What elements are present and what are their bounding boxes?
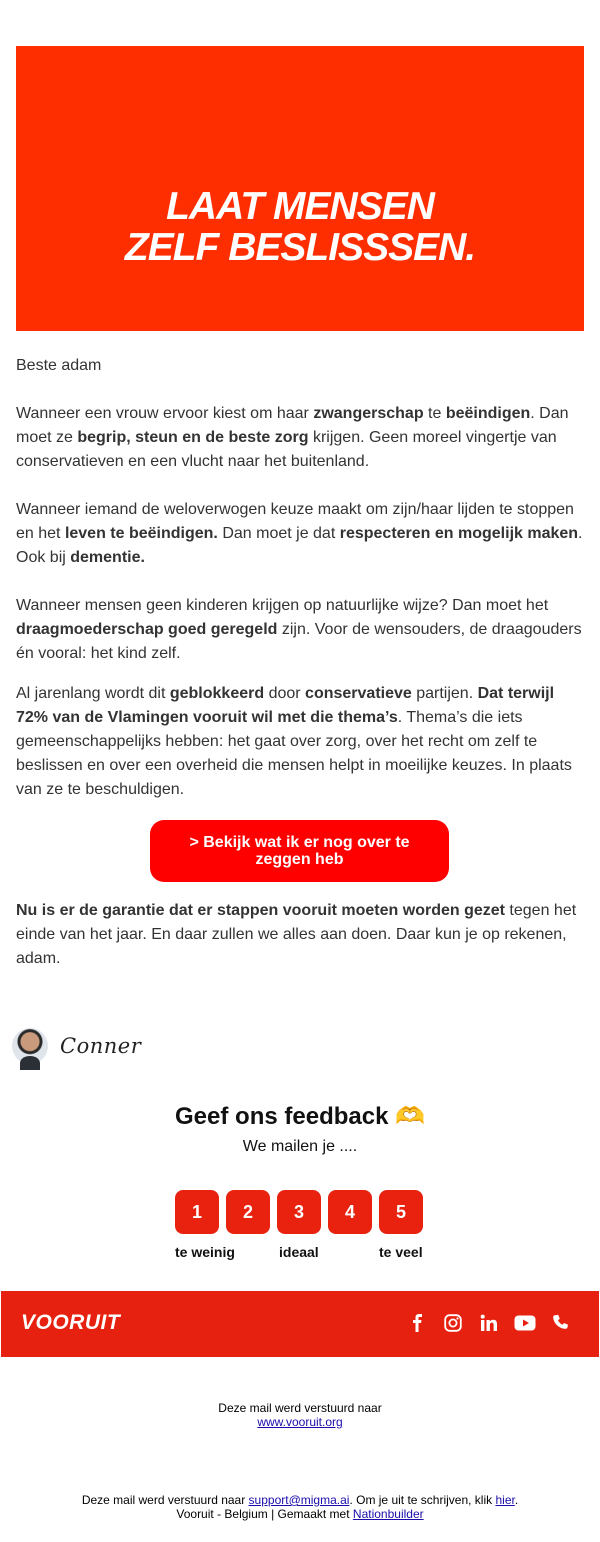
hero-banner (16, 46, 584, 360)
legal-line-2 (0, 1507, 600, 1521)
text: krijgen. Geen moreel vingertje van conservatieven en een vlucht naar het buitenland. (16, 429, 557, 470)
bold-text: dementie. (70, 549, 145, 566)
bold-text: respecteren en mogelijk maken (339, 525, 579, 542)
text: Wanneer mensen geen kinderen krijgen op natuurlijke wijze? Dan moet het (16, 597, 549, 614)
paragraph-abortion (16, 402, 586, 474)
bold-text: geblokkeerd (169, 685, 265, 702)
site-link[interactable]: www.vooruit.org (257, 1415, 343, 1429)
cta-button[interactable]: > Bekijk wat ik er nog over te zeggen heb (150, 820, 449, 882)
rating-button-5[interactable]: 5 (379, 1190, 423, 1234)
text: Dan moet je dat (217, 525, 340, 542)
cta-container (150, 820, 449, 882)
nationbuilder-link[interactable]: Nationbuilder (352, 1507, 424, 1521)
bold-text: conservatieve (305, 685, 412, 702)
text: . (514, 1493, 519, 1507)
rating-button-3[interactable]: 3 (277, 1190, 321, 1234)
rating-scale (175, 1190, 423, 1234)
feedback-subtitle: We mailen je .... (242, 1138, 358, 1155)
instagram-icon[interactable] (443, 1313, 463, 1333)
closing-text (16, 899, 586, 971)
rating-button-2[interactable]: 2 (226, 1190, 270, 1234)
paragraph-euthanasia (16, 498, 586, 570)
text: te (423, 405, 446, 422)
text: partijen. (411, 685, 478, 702)
hero-headline-line2: ZELF BESLISSSEN. (124, 226, 476, 269)
rating-button-4[interactable]: 4 (328, 1190, 372, 1234)
text: Vooruit - Belgium | Gemaakt met (176, 1507, 353, 1521)
scale-label-mid: ideaal (279, 1244, 319, 1260)
greeting: Beste adam (16, 357, 102, 374)
sent-to-label: Deze mail werd verstuurd naar (218, 1401, 382, 1415)
footer-note (0, 1401, 600, 1429)
rating-button-1[interactable]: 1 (175, 1190, 219, 1234)
bold-text: Dat terwijl 72% van de Vlamingen vooruit wil met die thema’s (16, 685, 555, 726)
bold-text: zwangerschap (313, 405, 424, 422)
bold-text: beëindigen (445, 405, 531, 422)
bold-text: draagmoederschap goed geregeld (16, 621, 278, 638)
hero-headline-line1: LAAT MENSEN (166, 185, 434, 228)
legal-line-1 (0, 1493, 600, 1507)
unsubscribe-link[interactable]: hier (495, 1493, 515, 1507)
scale-label-high: te veel (379, 1244, 423, 1260)
text: Al jarenlang wordt dit (16, 685, 170, 702)
email-body (16, 354, 586, 802)
closing-paragraph (16, 899, 586, 971)
text: Wanneer een vrouw ervoor kiest om haar (16, 405, 314, 422)
signature (12, 1028, 141, 1064)
footer-bar (1, 1291, 599, 1357)
phone-icon[interactable] (551, 1313, 571, 1333)
signature-name: Conner (60, 1034, 142, 1058)
feedback-title: Geef ons feedback 🫶 (175, 1103, 425, 1130)
email-link[interactable]: support@migma.ai (248, 1493, 350, 1507)
text: . Ook bij (16, 525, 583, 566)
text: zijn. Voor de wensouders, de draagouders én vooral: het kind zelf. (16, 621, 582, 662)
footer-logo[interactable]: VOORUIT (21, 1311, 121, 1334)
youtube-icon[interactable] (515, 1313, 535, 1333)
text: door (264, 685, 306, 702)
text: tegen het einde van het jaar. En daar zullen we alles aan doen. Daar kun je op rekenen, adam. (16, 902, 577, 967)
text: Deze mail werd verstuurd naar (81, 1493, 249, 1507)
bold-text: leven te beëindigen. (64, 525, 218, 542)
legal-footer (0, 1493, 600, 1521)
bold-text: begrip, steun en de beste zorg (77, 429, 309, 446)
facebook-icon[interactable] (407, 1313, 427, 1333)
text: . Thema’s die iets gemeenschappelijks hebben: het gaat over zorg, over het recht om zelf te beslissen en over een overheid die mensen helpt in moeilijke keuzes. In plaats van ze te beschuldigen. (16, 709, 572, 798)
paragraph-surrogacy (16, 594, 586, 666)
hero-logo: VOORUIT (492, 344, 560, 360)
scale-label-low: te weinig (175, 1244, 235, 1260)
text: . Om je uit te schrijven, klik (349, 1493, 496, 1507)
avatar (12, 1028, 48, 1064)
bold-text: Nu is er de garantie dat er stappen vooruit moeten worden gezet (16, 902, 505, 919)
paragraph-blocked (16, 682, 586, 802)
linkedin-icon[interactable] (479, 1313, 499, 1333)
social-links (407, 1313, 571, 1333)
text: . Dan moet ze (16, 405, 569, 446)
hero-headline (16, 186, 584, 268)
text: Wanneer iemand de weloverwogen keuze maakt om zijn/haar lijden te stoppen en het (16, 501, 574, 542)
